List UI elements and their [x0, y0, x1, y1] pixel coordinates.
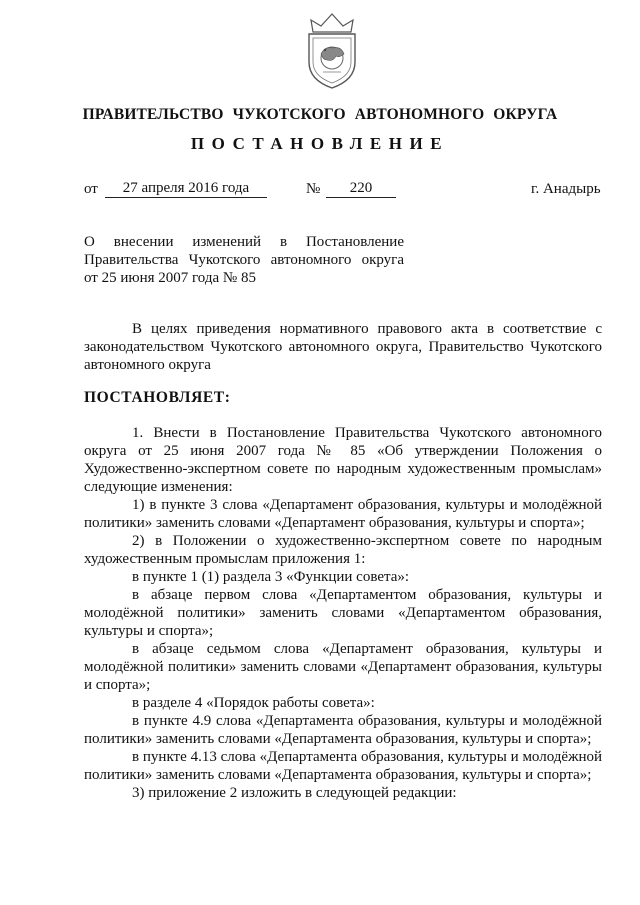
government-title: ПРАВИТЕЛЬСТВО ЧУКОТСКОГО АВТОНОМНОГО ОКРУГА	[82, 106, 558, 123]
paragraph: 3) приложение 2 изложить в следующей редакции:	[132, 785, 457, 801]
preamble-paragraph: В целях приведения нормативного правового акта в соответствие с законодательством Чукотского автономного округа, Правительство Чукотского автономного округа	[84, 321, 602, 373]
document-subject	[84, 233, 404, 287]
resolve-heading: ПОСТАНОВЛЯЕТ:	[84, 389, 231, 406]
subject-line: Правительства Чукотского автономного округа	[84, 252, 404, 268]
paragraph: в пункте 4.9 слова «Департамента образования, культуры и молодёжной политики» заменить словами «Департамента образования, культуры и спорта»;	[84, 713, 602, 747]
subject-line: О внесении изменений в Постановление	[84, 234, 404, 250]
date-field: 27 апреля 2016 года	[105, 180, 267, 198]
paragraph: в абзаце первом слова «Департаментом образования, культуры и молодёжной политики» заменить словами «Департаментом образования, культуры и спорта»;	[84, 587, 602, 639]
paragraph: в разделе 4 «Порядок работы совета»:	[132, 695, 375, 711]
paragraph: в пункте 1 (1) раздела 3 «Функции совета»:	[132, 569, 410, 585]
from-label: от	[84, 181, 98, 197]
paragraph: в абзаце седьмом слова «Департамент образования, культуры и молодёжной политики» заменить словами «Департамент образования, культуры и спорта»;	[84, 641, 602, 693]
paragraph: в пункте 4.13 слова «Департамента образования, культуры и молодёжной политики» заменить словами «Департамента образования, культуры и спорта»;	[84, 749, 602, 783]
number-label: №	[306, 181, 321, 197]
date-number-row	[0, 180, 640, 202]
paragraph: 1) в пункте 3 слова «Департамент образования, культуры и молодёжной политики» заменить словами «Департамент образования, культуры и спорта»;	[84, 497, 602, 531]
paragraph: 2) в Положении о художественно-экспертном совете по народным художественным промыслам приложения 1:	[84, 533, 602, 567]
number-field: 220	[326, 180, 396, 198]
document-body	[84, 424, 602, 802]
document-type-title: ПОСТАНОВЛЕНИЕ	[190, 134, 450, 153]
paragraph: 1. Внести в Постановление Правительства Чукотского автономного округа от 25 июня 2007 года № 85 «Об утверждении Положения о Художественно-экспертном совете по народным художественным промыслам» следующие изменения:	[84, 425, 602, 495]
coat-of-arms-icon	[303, 10, 361, 90]
city-label: г. Анадырь	[531, 181, 601, 197]
subject-line: от 25 июня 2007 года № 85	[84, 270, 256, 286]
